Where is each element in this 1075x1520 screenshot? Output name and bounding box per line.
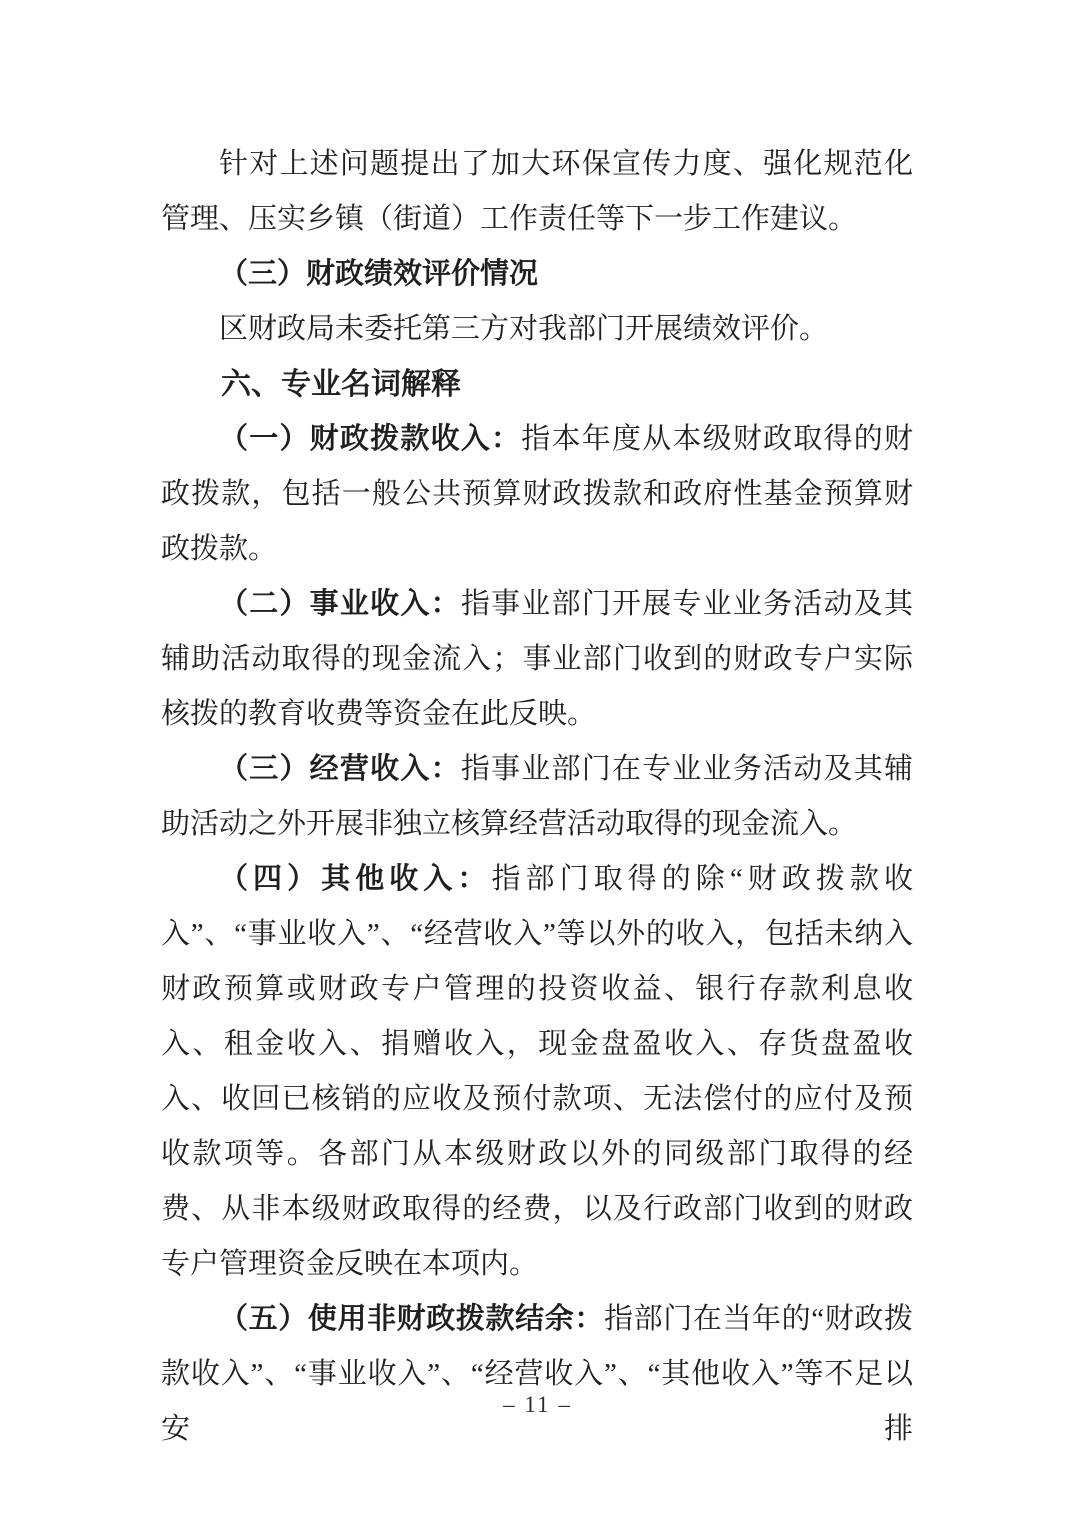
- paragraph: （三）财政绩效评价情况: [219, 258, 539, 290]
- definition-term: （一）财政拨款收入：: [219, 423, 522, 455]
- page-number: – 11 –: [503, 1392, 572, 1417]
- definition-paragraph: （二）事业收入：指事业部门开展专业业务活动及其辅助活动取得的现金流入；事业部门收到的财政专户实际核拨的教育收费等资金在此反映。: [161, 588, 913, 730]
- definition-term: （三）经营收入：: [219, 753, 461, 785]
- document-content: [161, 137, 913, 1457]
- definition-term: （五）使用非财政拨款结余：: [219, 1303, 604, 1335]
- paragraph: 区财政局未委托第三方对我部门开展绩效评价。: [219, 313, 829, 345]
- definition-term: （四）其他收入：: [219, 863, 492, 895]
- definition-paragraph: （四）其他收入：指部门取得的除“财政拨款收入”、“事业收入”、“经营收入”等以外的收入，包括未纳入财政预算或财政专户管理的投资收益、银行存款利息收入、租金收入、捐赠收入，现金盘盈收入、存货盘盈收入、收回已核销的应收及预付款项、无法偿付的应付及预收款项等。各部门从本级财政以外的同级部门取得的经费、从非本级财政取得的经费，以及行政部门收到的财政专户管理资金反映在本项内。: [161, 863, 913, 1280]
- definition-paragraph: （五）使用非财政拨款结余：指部门在当年的“财政拨款收入”、“事业收入”、“经营收入”、“其他收入”等不足以安排: [161, 1303, 913, 1445]
- section-heading: 六、专业名词解释: [221, 368, 461, 401]
- definition-term: （二）事业收入：: [219, 588, 461, 620]
- definition-paragraph: （三）经营收入：指事业部门在专业业务活动及其辅助活动之外开展非独立核算经营活动取得的现金流入。: [161, 753, 913, 840]
- definition-paragraph: （一）财政拨款收入：指本年度从本级财政取得的财政拨款，包括一般公共预算财政拨款和政府性基金预算财政拨款。: [161, 423, 913, 565]
- paragraph: 针对上述问题提出了加大环保宣传力度、强化规范化管理、压实乡镇（街道）工作责任等下一步工作建议。: [161, 148, 913, 235]
